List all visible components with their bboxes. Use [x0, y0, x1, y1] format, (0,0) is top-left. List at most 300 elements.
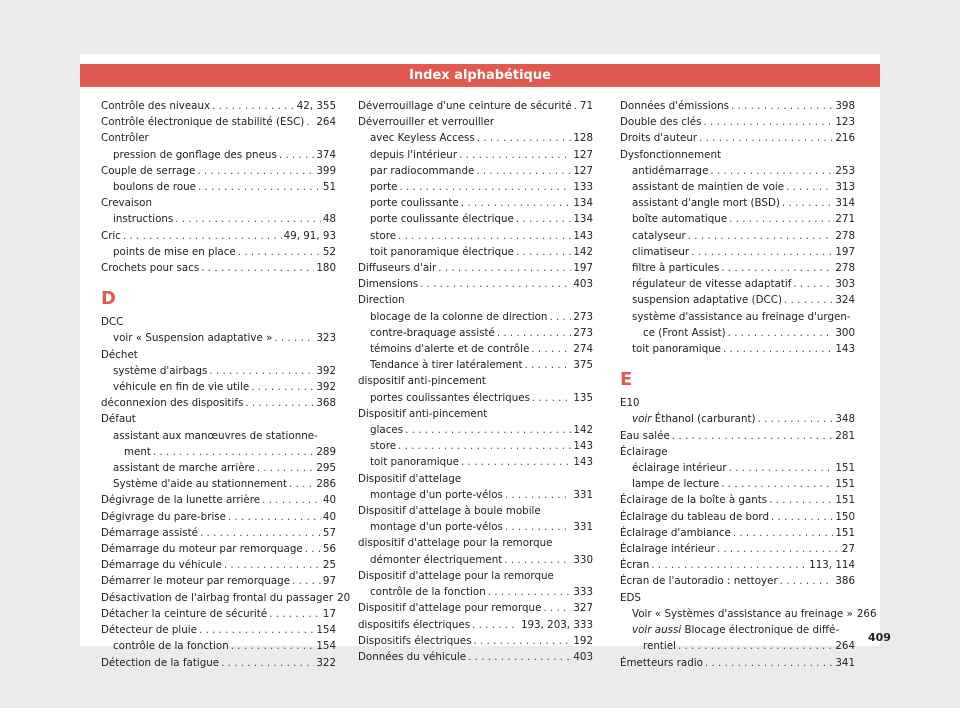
entry-page-ref[interactable]: 330	[573, 553, 593, 566]
page-number: 409	[868, 631, 891, 644]
dot-leader	[699, 130, 833, 146]
entry-page-ref[interactable]: 271	[835, 213, 855, 226]
index-entry[interactable]	[101, 260, 336, 276]
dot-leader	[262, 492, 321, 508]
index-entry[interactable]	[101, 655, 336, 671]
entry-page-ref[interactable]: 322	[316, 656, 336, 669]
entry-term	[620, 655, 703, 671]
index-entry[interactable]	[101, 476, 336, 492]
index-entry[interactable]	[101, 573, 336, 589]
index-entry[interactable]	[358, 552, 593, 568]
entry-text: Droits d'auteur	[620, 132, 698, 145]
entry-term	[101, 197, 152, 209]
entry-page-ref[interactable]: 331	[573, 488, 593, 501]
index-entry[interactable]	[101, 244, 336, 260]
index-entry[interactable]	[101, 379, 336, 395]
dot-leader	[771, 509, 833, 525]
entry-term	[370, 163, 474, 179]
entry-term	[101, 573, 290, 589]
entry-text: assistant aux manœuvres de stationne-	[113, 429, 318, 442]
index-entry[interactable]	[101, 98, 336, 114]
entry-page-ref[interactable]: 151	[835, 462, 855, 475]
entry-italic-prefix: voir	[632, 413, 652, 426]
index-heading	[358, 535, 593, 551]
entry-text: par radiocommande	[370, 164, 475, 177]
index-entry[interactable]	[620, 655, 855, 671]
entry-page-ref[interactable]: 56	[322, 543, 336, 556]
dot-leader	[438, 260, 571, 276]
index-entry[interactable]	[358, 357, 593, 373]
entry-page-ref[interactable]: 348	[835, 413, 855, 426]
index-heading	[101, 428, 336, 444]
index-entry[interactable]	[101, 622, 336, 638]
index-entry[interactable]	[620, 163, 855, 179]
entry-term	[370, 341, 529, 357]
entry-text: Dégivrage du pare-brise	[101, 510, 227, 523]
entry-page-ref[interactable]: 392	[316, 381, 336, 394]
index-entry[interactable]	[620, 228, 855, 244]
index-entry[interactable]	[101, 557, 336, 573]
index-entry[interactable]	[620, 179, 855, 195]
index-entry[interactable]	[620, 411, 855, 427]
index-entry[interactable]	[101, 492, 336, 508]
index-entry[interactable]	[101, 638, 336, 654]
entry-page-ref[interactable]: 323	[316, 332, 336, 345]
entry-page-ref[interactable]: 123	[835, 116, 855, 129]
dot-leader	[289, 476, 314, 492]
entry-page-ref[interactable]: 142	[573, 424, 593, 437]
entry-term	[101, 606, 267, 622]
index-entry[interactable]	[101, 211, 336, 227]
index-entry[interactable]	[358, 438, 593, 454]
entry-page-ref[interactable]: 52	[322, 245, 336, 258]
entry-page-ref[interactable]: 57	[322, 526, 336, 539]
entry-page-ref[interactable]: 216	[835, 132, 855, 145]
index-entry[interactable]	[358, 390, 593, 406]
entry-text: Éclairage du tableau de bord	[620, 510, 769, 523]
dot-leader	[574, 98, 578, 114]
entry-page-ref[interactable]: 40	[322, 494, 336, 507]
entry-page-ref[interactable]: 264	[835, 640, 855, 653]
entry-term	[632, 211, 727, 227]
index-entry[interactable]	[620, 292, 855, 308]
dot-leader	[704, 114, 834, 130]
dot-leader	[292, 573, 321, 589]
entry-page-ref[interactable]: 313	[835, 181, 855, 194]
entry-page-ref[interactable]: 42, 355	[296, 100, 336, 112]
index-entry[interactable]	[620, 525, 855, 541]
entry-page-ref[interactable]: 331	[573, 521, 593, 534]
index-entry[interactable]	[620, 325, 855, 341]
index-entry[interactable]	[620, 541, 855, 557]
entry-term	[101, 260, 199, 276]
index-entry[interactable]	[620, 211, 855, 227]
dot-leader	[782, 195, 833, 211]
entry-term	[113, 460, 255, 476]
index-entry[interactable]	[620, 276, 855, 292]
entry-page-ref[interactable]: 143	[835, 343, 855, 356]
entry-term	[632, 411, 756, 427]
entry-page-ref[interactable]: 151	[835, 478, 855, 491]
entry-term	[113, 179, 196, 195]
dot-leader	[461, 454, 571, 470]
entry-text: assistant de maintien de voie	[632, 181, 785, 194]
entry-page-ref[interactable]: 49, 91, 93	[283, 229, 336, 242]
entry-text: antidémarrage	[632, 164, 709, 177]
entry-page-ref[interactable]: 386	[835, 575, 855, 588]
entry-page-ref[interactable]: 333	[573, 586, 593, 599]
entry-page-ref[interactable]: 278	[835, 262, 855, 275]
index-entry[interactable]	[358, 649, 593, 665]
entry-italic-prefix: voir aussi	[632, 624, 682, 637]
entry-page-ref[interactable]: 25	[322, 559, 336, 572]
entry-text: toit panoramique	[632, 343, 722, 356]
index-entry[interactable]	[620, 509, 855, 525]
entry-term	[632, 606, 853, 622]
index-heading	[101, 314, 336, 330]
entry-page-ref[interactable]: 142	[573, 245, 593, 258]
entry-text: Éclairage intérieur	[620, 543, 715, 556]
index-entry[interactable]	[620, 244, 855, 260]
entry-term	[370, 357, 523, 373]
entry-page-ref[interactable]: 151	[835, 526, 855, 539]
dot-leader	[505, 487, 571, 503]
entry-page-ref[interactable]: 20	[337, 591, 351, 604]
index-entry[interactable]	[101, 444, 336, 460]
entry-text: porte coulissante électrique	[370, 213, 514, 226]
dot-leader	[505, 519, 571, 535]
index-entry[interactable]	[620, 476, 855, 492]
index-entry[interactable]	[358, 325, 593, 341]
entry-page-ref[interactable]: 197	[835, 245, 855, 258]
entry-page-ref[interactable]: 127	[573, 148, 593, 161]
index-entry[interactable]	[101, 541, 336, 557]
index-heading	[358, 292, 593, 308]
index-entry[interactable]	[358, 341, 593, 357]
entry-page-ref[interactable]: 97	[322, 575, 336, 588]
page-header: Index alphabétique	[80, 64, 880, 87]
entry-text: voir « Suspension adaptative »	[113, 332, 273, 345]
entry-page-ref[interactable]: 151	[835, 494, 855, 507]
entry-page-ref[interactable]: 134	[573, 197, 593, 210]
entry-page-ref[interactable]: 27	[841, 543, 855, 556]
entry-term	[101, 316, 123, 328]
index-entry[interactable]	[358, 211, 593, 227]
entry-text: Dysfonctionnement	[620, 148, 722, 161]
entry-page-ref[interactable]: 399	[316, 164, 336, 177]
index-heading	[358, 406, 593, 422]
entry-page-ref[interactable]: 273	[573, 326, 593, 339]
entry-term	[101, 395, 243, 411]
dot-leader	[731, 98, 833, 114]
entry-page-ref[interactable]: 40	[322, 510, 336, 523]
entry-text: Données du véhicule	[358, 650, 467, 663]
entry-text: Dispositif d'attelage pour remorque	[358, 602, 542, 615]
entry-page-ref[interactable]: 368	[316, 397, 336, 410]
index-entry[interactable]	[101, 363, 336, 379]
index-entry[interactable]	[620, 195, 855, 211]
entry-text: Éclairage de la boîte à gants	[620, 494, 768, 507]
entry-term	[370, 130, 475, 146]
index-heading	[620, 147, 855, 163]
index-entry[interactable]	[358, 276, 593, 292]
entry-term	[620, 446, 668, 458]
entry-page-ref[interactable]: 17	[322, 607, 336, 620]
entry-term	[358, 408, 487, 420]
entry-text: Crochets pour sacs	[101, 262, 200, 275]
dot-leader	[678, 638, 833, 654]
index-entry[interactable]	[101, 395, 336, 411]
entry-term	[113, 476, 287, 492]
entry-term	[358, 276, 418, 292]
entry-page-ref[interactable]: 134	[573, 213, 593, 226]
entry-term	[358, 294, 405, 306]
index-entry[interactable]	[358, 228, 593, 244]
entry-term	[113, 638, 229, 654]
dot-leader	[477, 130, 572, 146]
entry-page-ref[interactable]: 264	[316, 116, 336, 129]
entry-term	[370, 422, 403, 438]
entry-text: dispositif anti-pincement	[358, 375, 486, 388]
entry-text: DCC	[101, 316, 124, 329]
entry-page-ref[interactable]: 71	[579, 100, 593, 112]
entry-page-ref[interactable]: 193, 203, 333	[520, 618, 593, 631]
dot-leader	[543, 600, 571, 616]
entry-page-ref[interactable]: 274	[573, 343, 593, 356]
entry-text: suspension adaptative (DCC)	[632, 294, 782, 307]
entry-page-ref[interactable]: 266	[856, 607, 877, 620]
index-entry[interactable]	[620, 98, 855, 114]
entry-page-ref[interactable]: 300	[835, 326, 855, 339]
entry-term	[632, 476, 719, 492]
entry-page-ref[interactable]: 289	[316, 445, 336, 458]
entry-page-ref[interactable]: 314	[835, 197, 855, 210]
index-entry[interactable]	[358, 195, 593, 211]
entry-page-ref[interactable]: 51	[322, 181, 336, 194]
entry-page-ref[interactable]: 398	[835, 100, 855, 112]
index-entry[interactable]	[620, 260, 855, 276]
dot-leader	[461, 195, 571, 211]
entry-page-ref[interactable]: 150	[835, 510, 855, 523]
index-entry[interactable]	[620, 557, 855, 573]
entry-text: Démarrage du moteur par remorquage	[101, 543, 303, 556]
index-entry[interactable]	[101, 590, 351, 606]
entry-text: système d'airbags	[113, 364, 208, 377]
index-entry[interactable]	[358, 454, 593, 470]
entry-text: catalyseur	[632, 229, 686, 242]
dot-leader	[459, 147, 571, 163]
dot-leader	[729, 460, 834, 476]
dot-leader	[729, 211, 833, 227]
entry-page-ref[interactable]: 392	[316, 364, 336, 377]
index-entry[interactable]	[358, 422, 593, 438]
entry-term	[370, 179, 397, 195]
entry-page-ref[interactable]: 128	[573, 132, 593, 145]
section-letter: E	[620, 369, 633, 391]
entry-term	[358, 116, 494, 128]
dot-leader	[476, 163, 571, 179]
index-entry[interactable]	[101, 606, 336, 622]
entry-text: Déverrouillage d'une ceinture de sécurité	[358, 100, 572, 112]
entry-page-ref[interactable]: 48	[322, 213, 336, 226]
index-heading	[101, 411, 336, 427]
entry-page-ref[interactable]: 113, 114	[809, 559, 855, 572]
entry-term	[620, 525, 731, 541]
dot-leader	[769, 492, 833, 508]
index-entry[interactable]	[620, 114, 855, 130]
dot-leader	[279, 147, 315, 163]
entry-term	[620, 114, 702, 130]
index-entry[interactable]	[358, 163, 593, 179]
entry-text: boîte automatique	[632, 213, 728, 226]
entry-term	[101, 590, 333, 606]
entry-term	[124, 444, 151, 460]
index-entry[interactable]	[620, 573, 855, 589]
index-entry[interactable]	[101, 179, 336, 195]
index-entry[interactable]	[101, 114, 336, 130]
dot-leader	[710, 163, 833, 179]
dot-leader	[780, 573, 834, 589]
entry-page-ref[interactable]: 403	[573, 650, 593, 663]
entry-term	[370, 228, 396, 244]
entry-page-ref[interactable]: 180	[316, 262, 336, 275]
index-entry[interactable]	[358, 633, 593, 649]
entry-page-ref[interactable]: 278	[835, 229, 855, 242]
index-entry[interactable]	[101, 525, 336, 541]
dot-leader	[221, 655, 314, 671]
index-entry[interactable]	[358, 519, 593, 535]
entry-page-ref[interactable]: 154	[316, 624, 336, 637]
index-entry[interactable]	[358, 487, 593, 503]
index-entry[interactable]	[101, 509, 336, 525]
entry-page-ref[interactable]: 197	[573, 262, 593, 275]
index-entry[interactable]	[620, 341, 855, 357]
entry-page-ref[interactable]: 341	[835, 656, 855, 669]
entry-term	[358, 505, 541, 517]
entry-page-ref[interactable]: 303	[835, 278, 855, 291]
entry-page-ref[interactable]: 127	[573, 164, 593, 177]
dot-leader	[549, 309, 571, 325]
entry-text: Dispositif d'attelage à boule mobile	[358, 505, 541, 518]
dot-leader	[723, 341, 833, 357]
entry-text: pression de gonflage des pneus	[113, 148, 277, 161]
index-entry[interactable]	[101, 460, 336, 476]
entry-page-ref[interactable]: 281	[835, 429, 855, 442]
index-entry[interactable]	[358, 130, 593, 146]
dot-leader	[473, 633, 571, 649]
index-entry[interactable]	[101, 163, 336, 179]
entry-term	[358, 260, 436, 276]
dot-leader	[717, 541, 840, 557]
entry-text: éclairage intérieur	[632, 462, 727, 475]
entry-page-ref[interactable]: 192	[573, 634, 593, 647]
entry-term	[370, 147, 457, 163]
entry-term	[370, 211, 514, 227]
index-entry[interactable]	[358, 584, 593, 600]
entry-text: contre-braquage assisté	[370, 326, 495, 339]
entry-term	[370, 390, 530, 406]
index-entry[interactable]	[358, 179, 593, 195]
entry-text: Dégivrage de la lunette arrière	[101, 494, 261, 507]
index-entry[interactable]	[358, 600, 593, 616]
index-heading	[101, 347, 336, 363]
index-entry[interactable]	[101, 330, 336, 346]
dot-leader	[405, 422, 571, 438]
entry-page-ref[interactable]: 403	[573, 278, 593, 291]
entry-page-ref[interactable]: 286	[316, 478, 336, 491]
entry-text: Dispositif anti-pincement	[358, 407, 488, 420]
dot-leader	[257, 460, 314, 476]
entry-term	[113, 330, 272, 346]
entry-page-ref[interactable]: 324	[835, 294, 855, 307]
index-entry[interactable]	[358, 617, 593, 633]
dot-leader	[201, 260, 314, 276]
entry-page-ref[interactable]: 143	[573, 440, 593, 453]
index-entry[interactable]	[101, 228, 336, 244]
entry-term	[101, 132, 149, 144]
entry-term	[632, 163, 708, 179]
dot-leader	[525, 357, 572, 373]
index-entry[interactable]	[101, 147, 336, 163]
dot-leader	[728, 325, 834, 341]
entry-page-ref[interactable]: 143	[573, 229, 593, 242]
index-entry[interactable]	[620, 638, 855, 654]
index-entry[interactable]	[620, 460, 855, 476]
dot-leader	[238, 244, 321, 260]
entry-term	[643, 638, 676, 654]
index-entry[interactable]	[358, 147, 593, 163]
entry-term	[101, 349, 138, 361]
entry-page-ref[interactable]: 135	[573, 391, 593, 404]
index-entry[interactable]	[358, 260, 593, 276]
entry-term	[113, 147, 277, 163]
index-entry[interactable]	[620, 606, 877, 622]
entry-text: Crevaison	[101, 197, 152, 210]
entry-text: store	[370, 229, 397, 242]
index-heading	[620, 395, 855, 411]
dot-leader	[175, 211, 321, 227]
entry-text: boulons de roue	[113, 181, 196, 194]
entry-text: Écran de l'autoradio : nettoyer	[620, 575, 778, 588]
dot-leader	[398, 228, 571, 244]
dot-leader	[224, 557, 321, 573]
entry-text: Désactivation de l'airbag frontal du passager	[101, 591, 334, 604]
index-entry[interactable]	[358, 309, 593, 325]
entry-term	[620, 573, 778, 589]
entry-page-ref[interactable]: 273	[573, 310, 593, 323]
entry-text: Contrôle électronique de stabilité (ESC)	[101, 116, 305, 129]
index-entry[interactable]	[620, 492, 855, 508]
entry-page-ref[interactable]: 375	[573, 359, 593, 372]
entry-text: Tendance à tirer latéralement	[370, 359, 523, 372]
index-entry[interactable]	[358, 244, 593, 260]
dot-leader	[198, 179, 321, 195]
entry-text: déconnexion des dispositifs	[101, 397, 244, 410]
entry-page-ref[interactable]: 327	[573, 602, 593, 615]
entry-text: toit panoramique électrique	[370, 245, 515, 258]
dot-leader	[516, 211, 571, 227]
entry-page-ref[interactable]: 295	[316, 462, 336, 475]
entry-page-ref[interactable]: 374	[316, 148, 336, 161]
index-entry[interactable]	[620, 130, 855, 146]
index-entry[interactable]	[620, 428, 855, 444]
index-heading	[358, 568, 593, 584]
entry-page-ref[interactable]: 143	[573, 456, 593, 469]
entry-page-ref[interactable]: 133	[573, 181, 593, 194]
entry-page-ref[interactable]: 154	[316, 640, 336, 653]
index-entry[interactable]	[358, 98, 593, 114]
entry-page-ref[interactable]: 253	[835, 164, 855, 177]
